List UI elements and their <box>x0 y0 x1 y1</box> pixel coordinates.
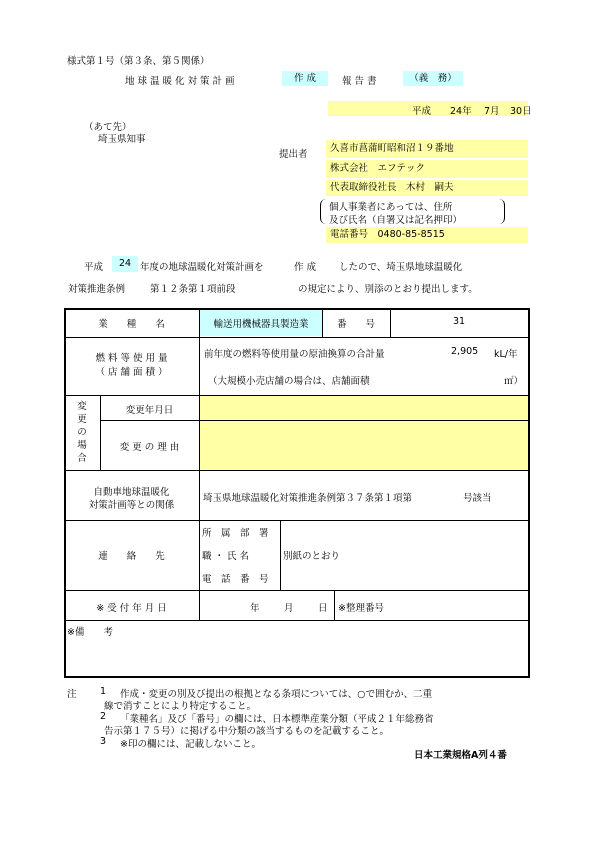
fuel-value: 2,905 <box>451 346 479 357</box>
change-vertical-label: 変更の場合 <box>77 401 87 464</box>
contact-label: 連 絡 先 <box>98 551 165 562</box>
title-type: 作 成 <box>282 71 328 86</box>
received-year: 年 <box>250 603 260 614</box>
remarks-label: ※備 考 <box>67 627 113 638</box>
fuel-label-1: 燃 料 等 使 用 量 <box>95 353 168 364</box>
fuel-text: 前年度の燃料等使用量の原油換算の合計量 <box>204 349 385 360</box>
intro-year: 24 <box>112 256 138 272</box>
intro-era: 平成 <box>84 262 104 273</box>
date-year: 24年 <box>450 106 472 117</box>
change-date-label: 変更年月日 <box>125 405 174 416</box>
contact-value: 別紙のとおり <box>283 551 341 562</box>
submitter-note-line1: 個人事業者にあっては、住所 <box>329 202 453 213</box>
received-day: 日 <box>318 603 328 614</box>
note2-line1: 「業種名」及び「番号」の欄には、日本標準産業分類（平成２１年総務省 <box>120 714 434 725</box>
car-suffix: 号該当 <box>463 493 492 504</box>
car-text: 埼玉県地球温暖化対策推進条例第３７条第１項第 <box>203 493 413 504</box>
received-label: ※ 受 付 年 月 日 <box>96 603 167 614</box>
fuel-label-2: （ 店 舗 面 積 ） <box>95 367 168 378</box>
date-day: 30日 <box>510 106 532 117</box>
note3-line1: ※印の欄には、記載しないこと。 <box>120 739 261 750</box>
dept-label: 所 属 部 署 <box>202 528 269 539</box>
number-label: 番 号 <box>336 319 375 330</box>
submitter-label: 提出者 <box>279 149 308 160</box>
industry-label: 業 種 名 <box>98 319 165 330</box>
floor-text: （大規模小売店舗の場合は、店舗面積 <box>208 376 370 387</box>
intro-text2: したので、埼玉県地球温暖化 <box>339 262 463 273</box>
note1-line1: 作成・変更の別及び提出の根拠となる条項については、○で囲むか、二重 <box>120 689 433 700</box>
note1-number: 1 <box>100 686 107 697</box>
ref-label: ※整理番号 <box>338 603 384 614</box>
intro-line2-a: 対策推進条例 <box>68 284 126 295</box>
fuel-unit: kL/年 <box>494 349 518 360</box>
change-reason-label: 変 更 の 理 由 <box>119 442 180 453</box>
notes-label: 注 <box>67 689 77 700</box>
car-label-1: 自動車地球温暖化 <box>93 487 170 498</box>
note3-number: 3 <box>100 736 107 747</box>
car-label-2: 対策計画等との関係 <box>88 500 175 511</box>
note2-number: 2 <box>100 711 107 722</box>
number-value: 31 <box>452 316 466 327</box>
floor-unit: ㎡） <box>504 376 524 387</box>
change-reason-fill <box>200 421 528 469</box>
note1-line2: 線で消すことにより特定すること。 <box>104 701 257 712</box>
industry-value: 輸送用機械器具製造業 <box>213 319 309 330</box>
intro-text1: 年度の地球温暖化対策計画を <box>140 262 264 273</box>
received-month: 月 <box>284 603 294 614</box>
date-era: 平成 <box>412 106 432 117</box>
addressee-label: （あて先） <box>84 122 132 133</box>
title-prefix: 地球温暖化対策計画 <box>125 76 238 87</box>
change-date-fill <box>200 396 528 420</box>
submitter-company: 株式会社 エフテック <box>326 160 528 178</box>
date-month: 7月 <box>484 106 500 117</box>
submitter-address: 久喜市菖蒲町昭和沼１９番地 <box>326 140 528 158</box>
intro-line2-c: の規定により、別添のとおり提出します。 <box>298 284 478 295</box>
tel-label: 電 話 番 号 <box>202 574 269 585</box>
title-report: 報 告 書 <box>342 76 377 87</box>
name-label: 職 ・ 氏 名 <box>202 551 250 562</box>
submitter-phone: 電話番号 0480-85-8515 <box>326 227 528 243</box>
submitter-note-line2: 及び氏名（自署又は記名押印） <box>329 215 463 226</box>
intro-type: 作 成 <box>294 262 317 273</box>
form-number: 様式第１号（第３条、第５関係） <box>67 56 210 67</box>
intro-line2-b: 第１２条第１項前段 <box>150 284 236 295</box>
note2-line2: 告示第１７５号）に掲げる中分類の該当するものを記載すること。 <box>104 726 390 737</box>
addressee-name: 埼玉県知事 <box>98 134 146 145</box>
title-obligation: （義 務） <box>403 71 463 86</box>
standard-footer: 日本工業規格A列４番 <box>414 750 507 761</box>
submitter-representative: 代表取締役社長 木村 嗣夫 <box>326 180 528 196</box>
